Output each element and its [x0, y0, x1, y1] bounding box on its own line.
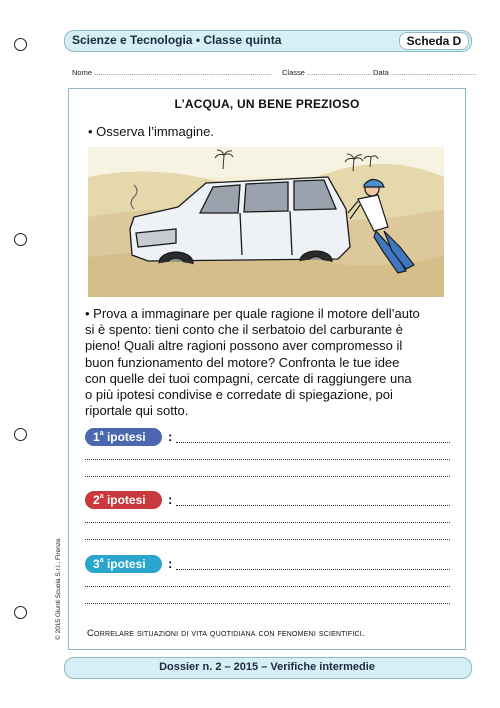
answer-line[interactable]: [176, 569, 450, 570]
answer-line[interactable]: [85, 539, 450, 540]
classe-label: Classe: [282, 68, 305, 77]
hypothesis-colon: :: [168, 556, 173, 571]
binder-hole: [14, 38, 27, 51]
answer-line[interactable]: [85, 603, 450, 604]
nome-label: Nome: [72, 68, 93, 77]
hypothesis-1-label: 1$^a$ ipotesi: [85, 428, 162, 446]
prompt-line: con quelle dei tuoi compagni, cercate di raggiungere una: [85, 370, 412, 386]
prompt-line: riportale qui sotto.: [85, 403, 189, 419]
header-title: Scienze e Tecnologia • Classe quinta: [72, 33, 282, 47]
classe-field[interactable]: Classe ...............................: [282, 68, 372, 77]
hypothesis-colon: :: [168, 429, 173, 444]
footer-text: Dossier n. 2 – 2015 – Verifiche intermedie: [159, 661, 375, 673]
nome-field[interactable]: Nome .....................................................................................: [72, 68, 272, 77]
prompt-line: buon funzionamento del motore? Confronta le tue idee: [85, 354, 400, 370]
binder-hole: [14, 606, 27, 619]
scheda-badge: Scheda D: [399, 32, 469, 50]
desert-car-illustration: [88, 147, 444, 297]
answer-line[interactable]: [85, 522, 450, 523]
hypothesis-2-label: 2$^a$ ipotesi: [85, 491, 162, 509]
binder-hole: [14, 233, 27, 246]
competence-footnote: Correlare situazioni di vita quotidiana con fenomeni scientifici.: [87, 628, 365, 639]
prompt-line: si è spento: tieni conto che il serbatoio del carburante è: [85, 322, 403, 338]
data-label: Data: [373, 68, 389, 77]
answer-line[interactable]: [176, 442, 450, 443]
answer-line[interactable]: [85, 586, 450, 587]
prompt-paragraph: [85, 306, 465, 419]
copyright-notice: © 2015 Giunti Scuola S.r.l., Firenze: [55, 538, 62, 640]
data-field[interactable]: Data .........................................: [373, 68, 477, 77]
binder-hole: [14, 428, 27, 441]
hypothesis-3-label: 3$^a$ ipotesi: [85, 555, 162, 573]
answer-line[interactable]: [176, 505, 450, 506]
hypothesis-colon: :: [168, 492, 173, 507]
prompt-line: o più ipotesi condivise e corredate di spiegazione, poi: [85, 387, 393, 403]
prompt-line: pieno! Quali altre ragioni possono aver compromesso il: [85, 338, 403, 354]
answer-line[interactable]: [85, 459, 450, 460]
worksheet-title: L’ACQUA, UN BENE PREZIOSO: [174, 97, 360, 111]
prompt-line: • Prova a immaginare per quale ragione il motore dell’auto: [85, 306, 420, 321]
answer-line[interactable]: [85, 476, 450, 477]
observe-instruction: • Osserva l’immagine.: [88, 124, 214, 139]
